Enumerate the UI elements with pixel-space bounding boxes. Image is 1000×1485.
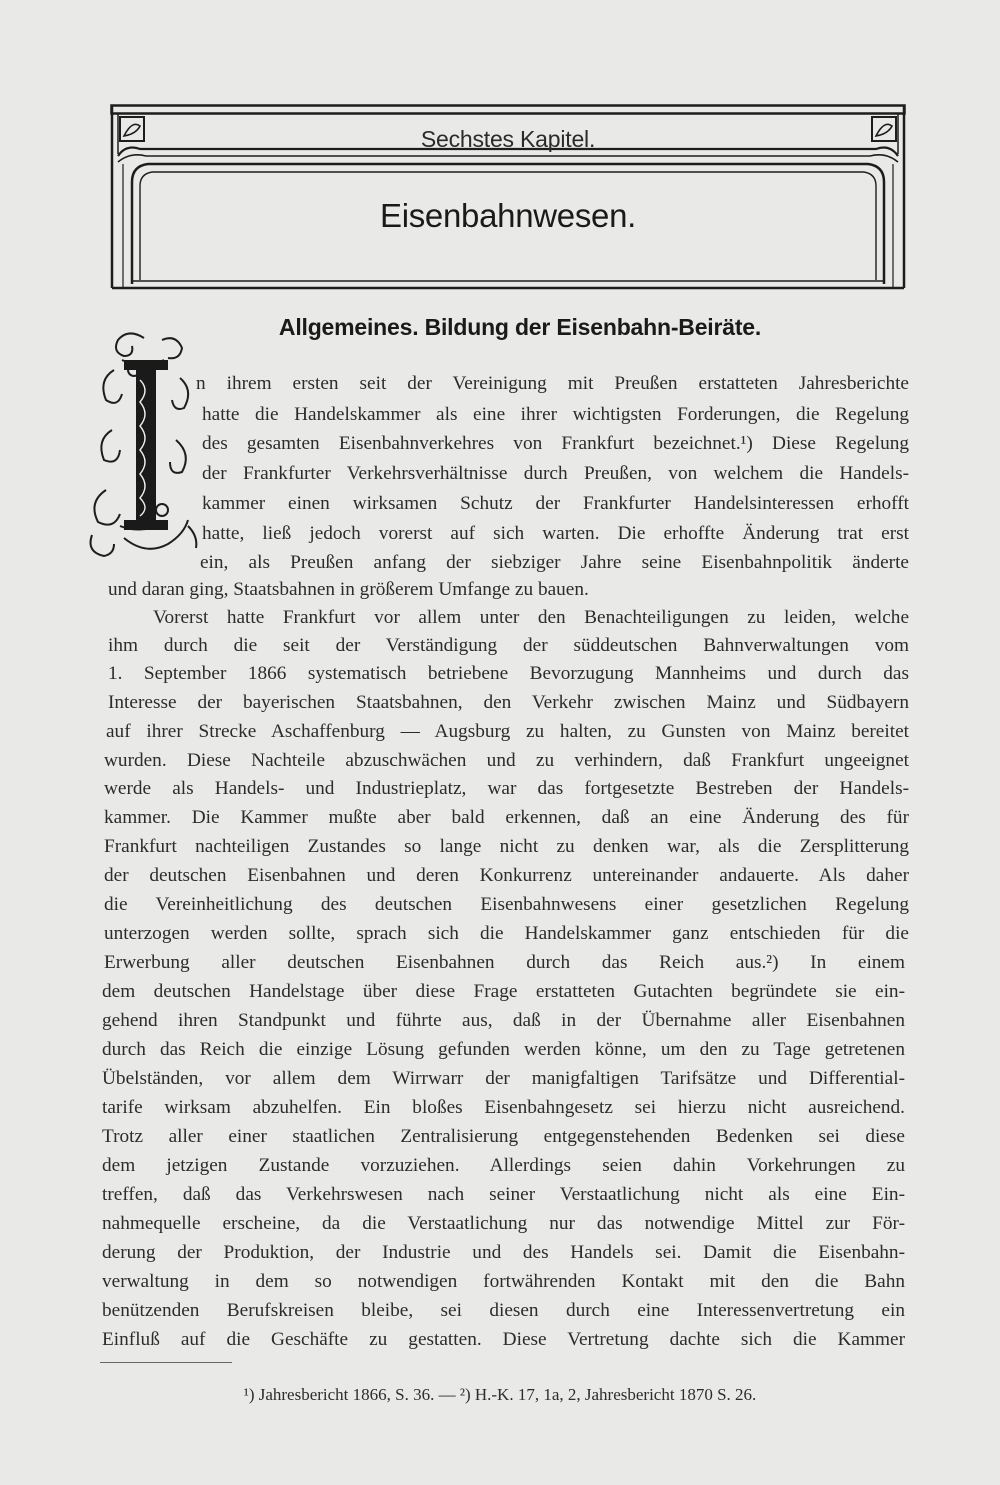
text-line: Erwerbung aller deutschen Eisenbahnen durch das Reich aus.²) In einem	[104, 952, 905, 973]
text-line: der deutschen Eisenbahnen und deren Konkurrenz untereinander andauerte. Als daher	[104, 865, 909, 886]
text-line: 1. September 1866 systematisch betriebene Bevorzugung Mannheims und durch das	[108, 663, 909, 684]
text-line: Übelständen, vor allem dem Wirrwarr der manigfaltigen Tarifsätze und Differential-	[102, 1068, 905, 1089]
text-line: hatte die Handelskammer als eine ihrer wichtigsten Forderungen, die Regelung	[202, 404, 909, 425]
text-line: hatte, ließ jedoch vorerst auf sich warten. Die erhoffte Änderung trat erst	[202, 523, 909, 544]
text-line: Einfluß auf die Geschäfte zu gestatten. Diese Vertretung dachte sich die Kammer	[102, 1329, 905, 1350]
text-line: werde als Handels- und Industrieplatz, war das fortgesetzte Bestreben der Handels-	[104, 778, 909, 799]
chapter-title: Eisenbahnwesen.	[379, 197, 637, 234]
text-line: unterzogen werden sollte, sprach sich die Handelskammer ganz entschieden für die	[104, 923, 909, 944]
text-line: derung der Produktion, der Industrie und des Handels sei. Damit die Eisenbahn-	[102, 1242, 905, 1263]
text-line: Vorerst hatte Frankfurt vor allem unter den Benachteiligungen zu leiden, welche	[153, 607, 909, 628]
text-line: die Vereinheitlichung des deutschen Eisenbahnwesens einer gesetzlichen Regelung	[104, 894, 909, 915]
footnote-rule	[100, 1362, 232, 1363]
text-line: n ihrem ersten seit der Vereinigung mit Preußen erstatteten Jahresberichte	[196, 373, 909, 394]
text-line: des gesamten Eisenbahnverkehres von Frankfurt bezeichnet.¹) Diese Regelung	[202, 433, 909, 454]
text-line: durch das Reich die einzige Lösung gefunden werden könne, um den zu Tage getretenen	[102, 1039, 905, 1060]
text-line: Trotz aller einer staatlichen Zentralisierung entgegenstehenden Bedenken sei diese	[102, 1126, 905, 1147]
text-line: kammer einen wirksamen Schutz der Frankfurter Handelsinteressen erhofft	[202, 493, 909, 514]
text-line: kammer. Die Kammer mußte aber bald erkennen, daß an eine Änderung des für	[104, 807, 909, 828]
text-line: gehend ihren Standpunkt und führte aus, daß in der Übernahme aller Eisenbahnen	[102, 1010, 905, 1031]
text-line: verwaltung in dem so notwendigen fortwährenden Kontakt mit den die Bahn	[102, 1271, 905, 1292]
text-line: tarife wirksam abzuhelfen. Ein bloßes Eisenbahngesetz sei hierzu nicht ausreichend.	[102, 1097, 905, 1118]
footnote: ¹) Jahresbericht 1866, S. 36. — ²) H.-K. 17, 1a, 2, Jahresbericht 1870 S. 26.	[243, 1385, 757, 1404]
section-heading: Allgemeines. Bildung der Eisenbahn-Beiräte.	[278, 314, 762, 340]
text-line: dem jetzigen Zustande vorzuziehen. Allerdings seien dahin Vorkehrungen zu	[102, 1155, 905, 1176]
text-line: ihm durch die seit der Verständigung der süddeutschen Bahnverwaltungen vom	[108, 635, 909, 656]
text-line: und daran ging, Staatsbahnen in größerem Umfange zu bauen.	[108, 579, 589, 600]
text-line: wurden. Diese Nachteile abzuschwächen und zu verhindern, daß Frankfurt ungeeignet	[104, 750, 909, 771]
text-line: dem deutschen Handelstage über diese Frage erstatteten Gutachten begründete sie ein-	[102, 981, 905, 1002]
text-line: nahmequelle erscheine, da die Verstaatlichung nur das notwendige Mittel zur För-	[102, 1213, 905, 1234]
text-line: ein, als Preußen anfang der siebziger Jahre seine Eisenbahnpolitik änderte	[200, 552, 909, 573]
text-line: Frankfurt nachteiligen Zustandes so lange nicht zu denken war, als die Zersplitterung	[104, 836, 909, 857]
chapter-number: Sechstes Kapitel.	[420, 126, 596, 152]
ornamental-initial-i	[84, 330, 199, 560]
text-line: treffen, daß das Verkehrswesen nach seiner Verstaatlichung nicht als eine Ein-	[102, 1184, 905, 1205]
text-line: benützenden Berufskreisen bleibe, sei diesen durch eine Interessenvertretung ein	[102, 1300, 905, 1321]
text-line: der Frankfurter Verkehrsverhältnisse durch Preußen, von welchem die Handels-	[202, 463, 909, 484]
text-line: auf ihrer Strecke Aschaffenburg — Augsburg zu halten, zu Gunsten von Mainz bereitet	[106, 721, 909, 742]
text-line: Interesse der bayerischen Staatsbahnen, den Verkehr zwischen Mainz und Südbayern	[108, 692, 909, 713]
